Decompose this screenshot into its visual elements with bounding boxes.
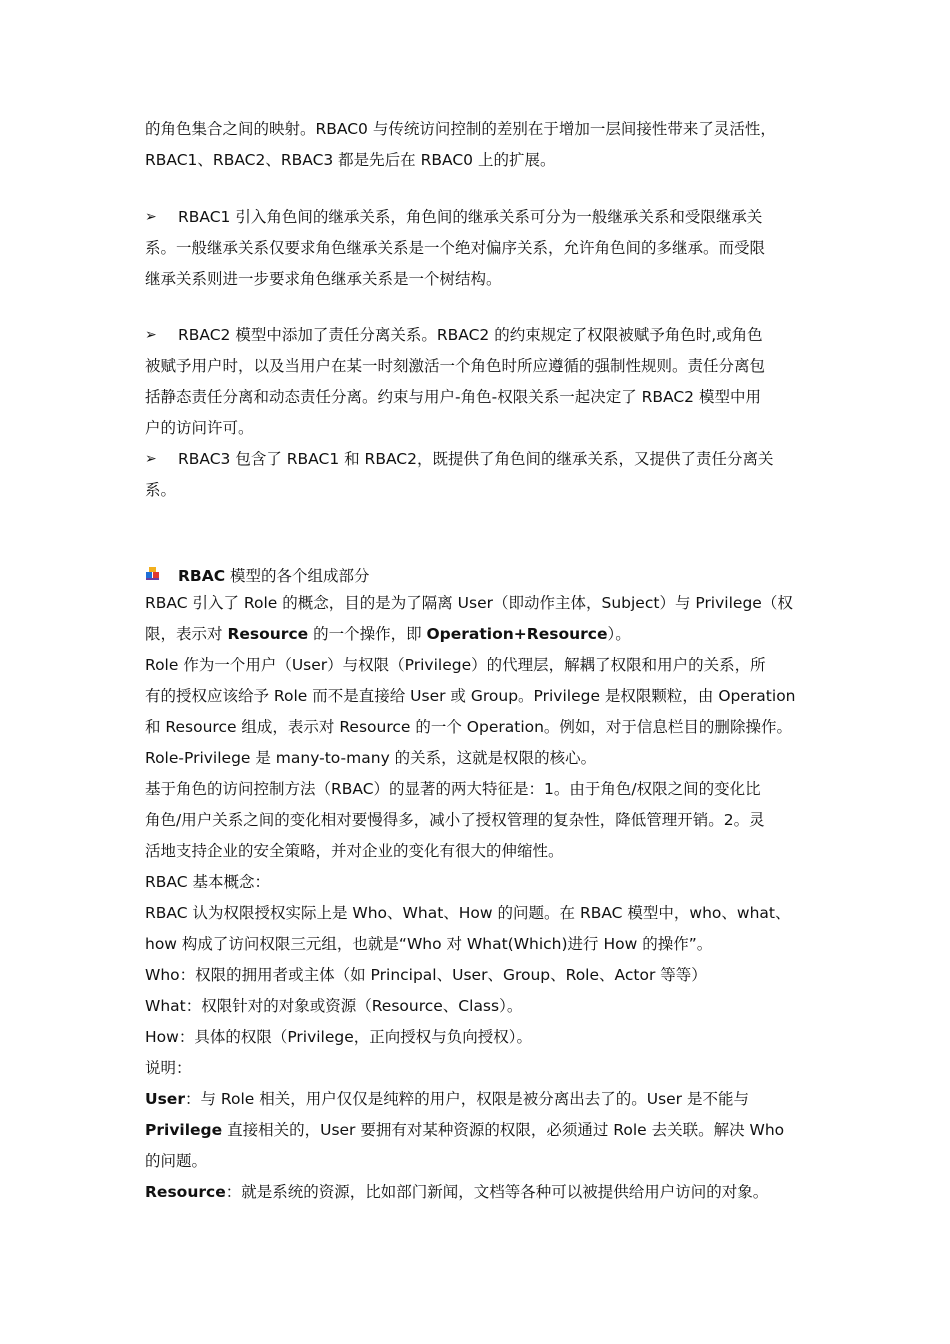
user-term: User bbox=[145, 1090, 185, 1108]
resource-term: Resource bbox=[145, 1183, 226, 1201]
who-definition: Who：权限的拥用者或主体（如 Principal、User、Group、Role、Actor 等等） bbox=[145, 966, 707, 984]
bullet-arrow-icon: ➢ bbox=[145, 327, 157, 343]
user-text-2: 直接相关的，User 要拥有对某种资源的权限，必须通过 Role 去关联。解决 Who bbox=[222, 1121, 785, 1139]
bullet-2-line-2: 被赋予用户时，以及当用户在某一时刻激活一个角色时所应遵循的强制性规则。责任分离包 bbox=[145, 357, 766, 375]
bullet-3-line-2: 系。 bbox=[145, 481, 177, 499]
privilege-term: Privilege bbox=[145, 1121, 223, 1139]
user-line-1 bbox=[145, 1088, 810, 1110]
bullet-2-line-3: 括静态责任分离和动态责任分离。约束与用户-角色-权限关系一起决定了 RBAC2 模型中用 bbox=[145, 388, 761, 406]
bullet-arrow-icon: ➢ bbox=[145, 209, 157, 225]
p1-line-1: RBAC 引入了 Role 的概念，目的是为了隔离 User（即动作主体，Subject）与 Privilege（权 bbox=[145, 594, 793, 612]
p3-line-1: 基于角色的访问控制方法（RBAC）的显著的两大特征是：1。由于角色/权限之间的变化比 bbox=[145, 780, 761, 798]
p5-line-1: RBAC 认为权限授权实际上是 Who、What、How 的问题。在 RBAC 模型中，who、what、 bbox=[145, 904, 791, 922]
p2-line-2: 有的授权应该给予 Role 而不是直接给 User 或 Group。Privilege 是权限颗粒，由 Operation bbox=[145, 687, 796, 705]
p1-text-a: 限，表示对 bbox=[145, 625, 228, 643]
p1-resource-term: Resource bbox=[227, 625, 309, 643]
intro-line-2: RBAC1、RBAC2、RBAC3 都是先后在 RBAC0 上的扩展。 bbox=[145, 151, 556, 169]
p3-line-3: 活地支持企业的安全策略，并对企业的变化有很大的伸缩性。 bbox=[145, 842, 564, 860]
p1-operation-resource-term: Operation+Resource bbox=[426, 625, 608, 643]
p1-text-c: 的一个操作，即 bbox=[308, 625, 427, 643]
p5-line-2: how 构成了访问权限三元组，也就是“Who 对 What(Which)进行 How 的操作”。 bbox=[145, 935, 713, 953]
bullet-1-line-3: 继承关系则进一步要求角色继承关系是一个树结构。 bbox=[145, 270, 502, 288]
resource-text: ：就是系统的资源，比如部门新闻，文档等各种可以被提供给用户访问的对象。 bbox=[225, 1183, 769, 1201]
note-label: 说明： bbox=[145, 1059, 192, 1077]
section-heading-rest: 模型的各个组成部分 bbox=[225, 567, 370, 585]
bullet-1-line-2: 系。一般继承关系仅要求角色继承关系是一个绝对偏序关系，允许角色间的多继承。而受限 bbox=[145, 239, 766, 257]
bullet-arrow-icon: ➢ bbox=[145, 451, 157, 467]
user-line-2 bbox=[145, 1119, 810, 1141]
intro-line-1: 的角色集合之间的映射。RBAC0 与传统访问控制的差别在于增加一层间接性带来了灵活性， bbox=[145, 120, 776, 138]
how-definition: How：具体的权限（Privilege，正向授权与负向授权）。 bbox=[145, 1028, 533, 1046]
section-heading-bold: RBAC bbox=[178, 567, 226, 585]
bullet-3-line-1: RBAC3 包含了 RBAC1 和 RBAC2，既提供了角色间的继承关系，又提供了责任分离关 bbox=[178, 450, 774, 468]
p1-line-2 bbox=[145, 623, 810, 645]
bullet-1-line-1: RBAC1 引入角色间的继承关系，角色间的继承关系可分为一般继承关系和受限继承关 bbox=[178, 208, 763, 226]
section-heading-icon bbox=[145, 566, 160, 581]
p2-line-4: Role-Privilege 是 many-to-many 的关系，这就是权限的核心。 bbox=[145, 749, 597, 767]
p2-line-1: Role 作为一个用户（User）与权限（Privilege）的代理层，解耦了权限和用户的关系，所 bbox=[145, 656, 766, 674]
p3-line-2: 角色/用户关系之间的变化相对要慢得多，减小了授权管理的复杂性，降低管理开销。2。灵 bbox=[145, 811, 765, 829]
section-heading bbox=[178, 565, 810, 587]
user-text-1: ：与 Role 相关，用户仅仅是纯粹的用户，权限是被分离出去了的。User 是不能与 bbox=[184, 1090, 749, 1108]
p1-text-e: ）。 bbox=[607, 625, 631, 643]
p2-line-3: 和 Resource 组成，表示对 Resource 的一个 Operation。例如，对于信息栏目的删除操作。 bbox=[145, 718, 792, 736]
what-definition: What：权限针对的对象或资源（Resource、Class）。 bbox=[145, 997, 523, 1015]
basic-concepts-label: RBAC 基本概念： bbox=[145, 873, 270, 891]
bullet-2-line-1: RBAC2 模型中添加了责任分离关系。RBAC2 的约束规定了权限被赋予角色时,或角色 bbox=[178, 326, 763, 344]
bullet-2-line-4: 户的访问许可。 bbox=[145, 419, 254, 437]
user-line-3: 的问题。 bbox=[145, 1152, 208, 1170]
resource-line bbox=[145, 1181, 810, 1203]
